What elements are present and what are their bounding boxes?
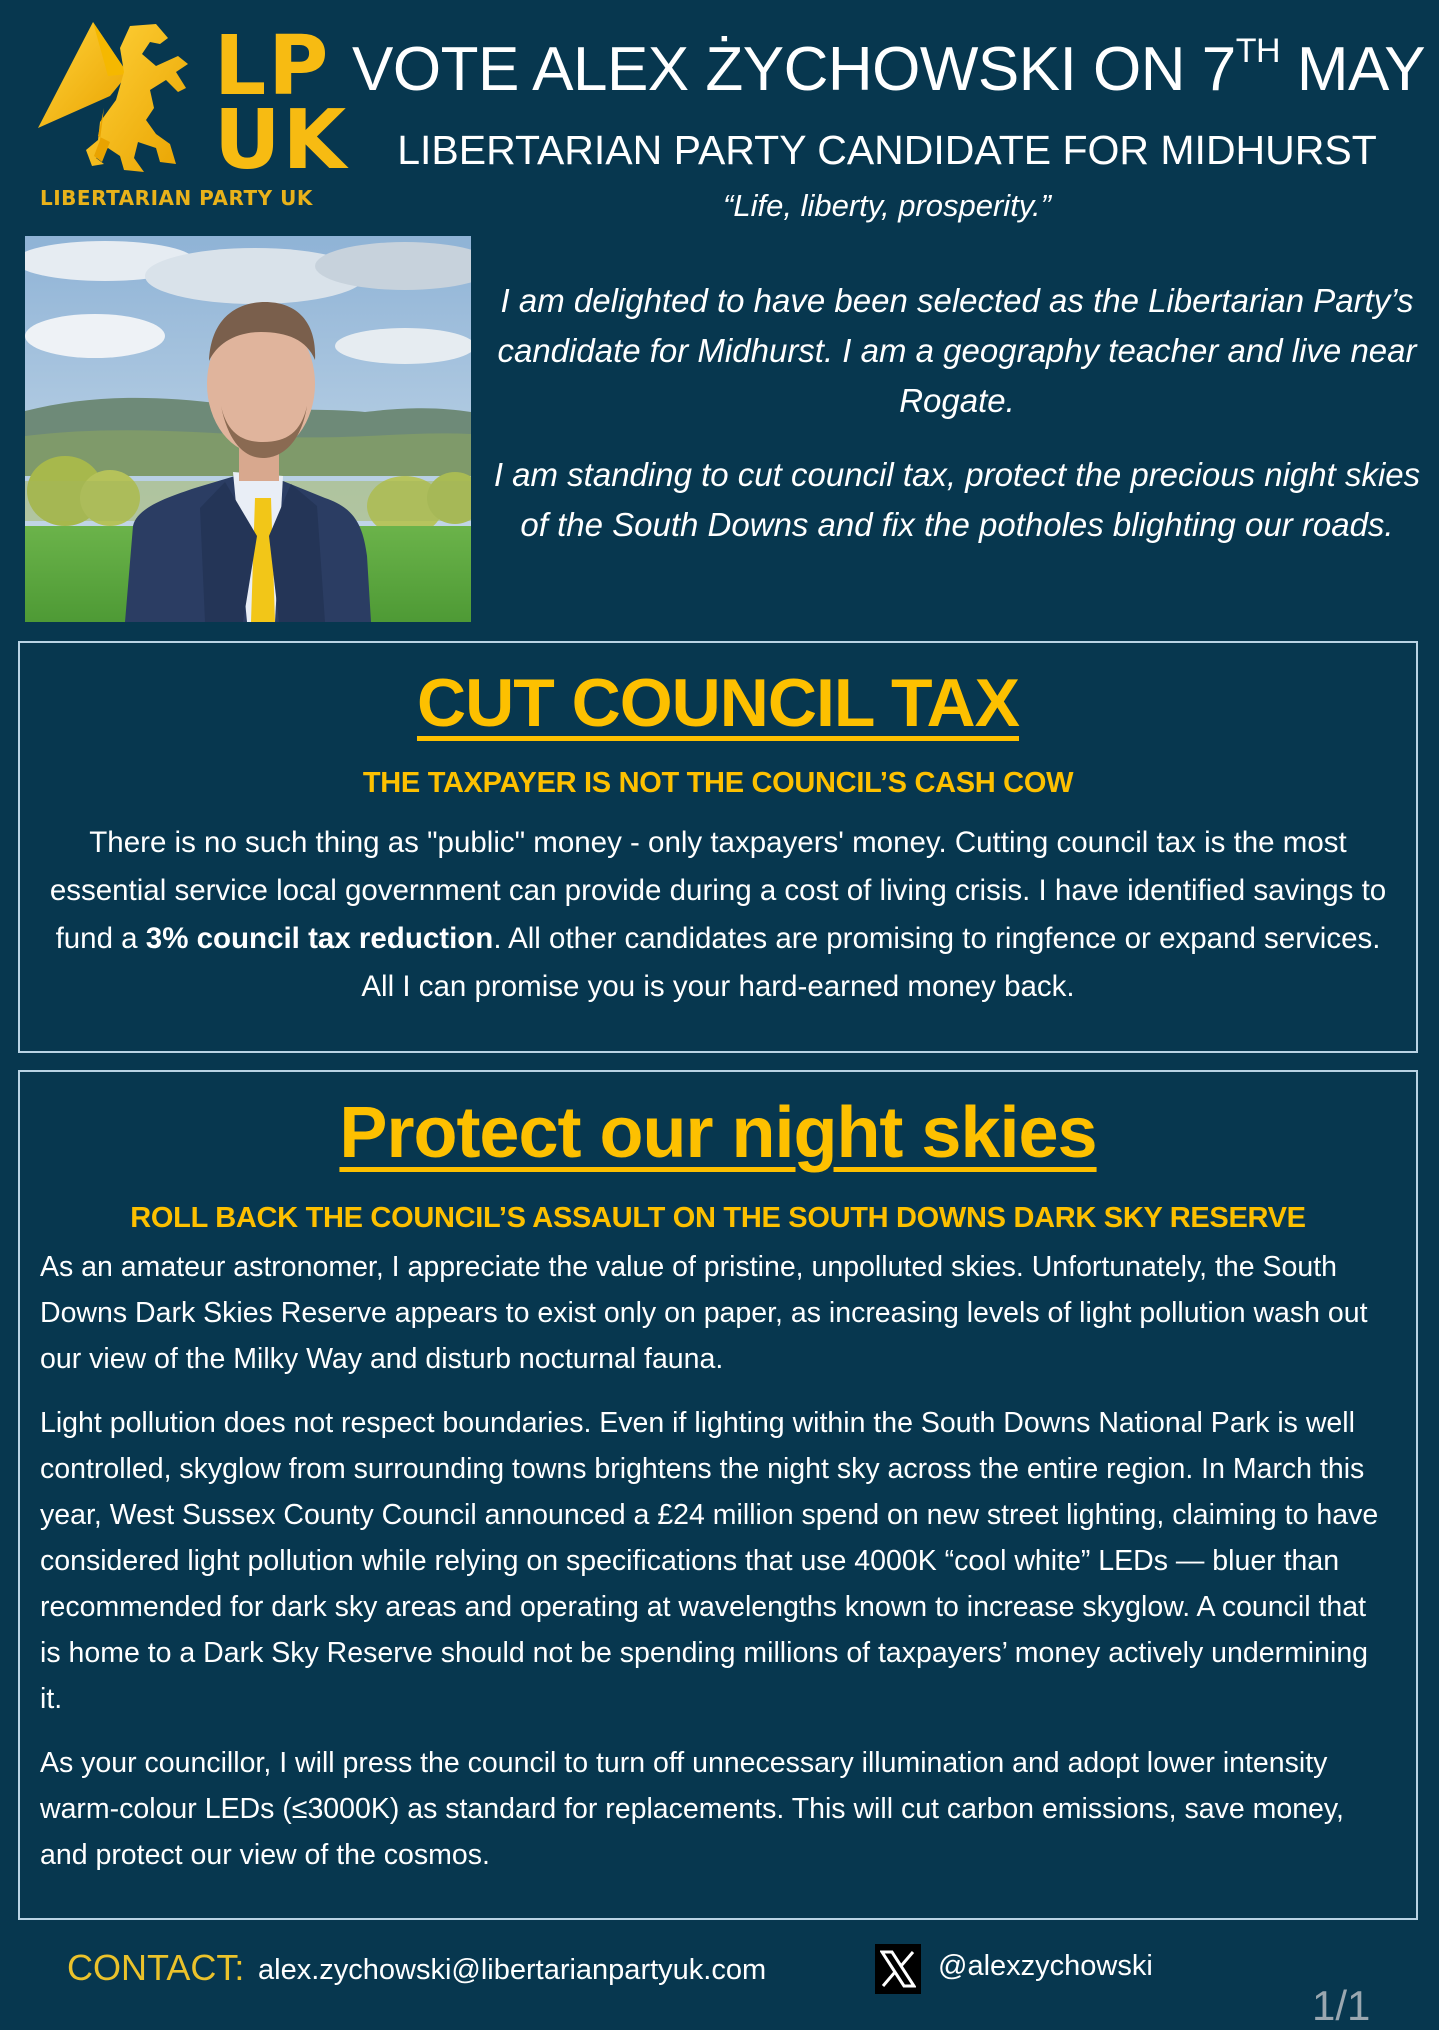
contact-email-link[interactable]: alex.zychowski@libertarianpartyuk.com — [258, 1954, 767, 1986]
page-subtitle: LIBERTARIAN PARTY CANDIDATE FOR MIDHURST — [397, 127, 1377, 173]
policy-paragraph: Light pollution does not respect boundaries. Even if lighting within the South Downs National Park is well controlled, skyglow from surrounding towns brightens the night sky across the entire region. In March this year, West Sussex County Council announced a £24 million spend on new street lighting, claiming to have considered light pollution while relying on specifications that use 4000K “cool white” LEDs — bluer than recommended for dark sky areas and operating at wavelengths known to increase skyglow. A council that is home to a Dark Sky Reserve should not be spending millions of taxpayers’ money actively undermining it. — [40, 1407, 1379, 1715]
griffin-icon — [38, 16, 213, 186]
logo-initials-uk: UK — [214, 93, 349, 188]
policy-paragraph: As your councillor, I will press the council to turn off unnecessary illumination and adopt lower intensity warm-colour LEDs (≤3000K) as standard for replacements. This will cut carbon emissions, save money, and protect our view of the cosmos. — [40, 1747, 1344, 1871]
candidate-portrait-image — [25, 236, 471, 622]
title-main: VOTE ALEX ŻYCHOWSKI ON 7 — [352, 35, 1236, 104]
policy-heading: Protect our night skies — [339, 1093, 1097, 1173]
policy-body — [40, 1244, 1394, 1878]
logo-party-name: LIBERTARIAN PARTY UK — [40, 186, 313, 210]
tagline: “Life, liberty, prosperity.” — [723, 188, 1051, 223]
title-superscript: TH — [1235, 32, 1281, 70]
intro-text — [492, 276, 1422, 574]
policy-subheading: THE TAXPAYER IS NOT THE COUNCIL’S CASH COW — [362, 767, 1074, 799]
title-end: MAY — [1280, 35, 1426, 104]
x-glyph-icon — [880, 1950, 916, 1988]
policy-box-night-skies — [18, 1070, 1418, 1920]
policy-heading: CUT COUNCIL TAX — [416, 665, 1019, 741]
policy-body-emphasis: 3% council tax reduction — [145, 922, 494, 955]
intro-paragraph: I am delighted to have been selected as the Libertarian Party’s candidate for Midhurst. I am a geography teacher and live near Rogate. — [497, 282, 1417, 419]
x-handle-link[interactable]: @alexzychowski — [938, 1950, 1153, 1982]
policy-subheading: ROLL BACK THE COUNCIL’S ASSAULT ON THE SOUTH DOWNS DARK SKY RESERVE — [130, 1202, 1306, 1234]
policy-body-text: . All other candidates are promising to ringfence or expand services. All I can promise you is your hard-earned money back. — [361, 922, 1381, 1003]
policy-box-council-tax — [18, 641, 1418, 1053]
x-twitter-icon[interactable] — [875, 1944, 921, 1994]
party-logo — [38, 16, 348, 216]
policy-body-text: There is no such thing as "public" money - only taxpayers' money. Cutting council tax is the most essential service local government can provide during a cost of living crisis. I have identified savings to fund a — [49, 826, 1387, 955]
candidate-photo — [25, 236, 471, 622]
contact-label: CONTACT: — [67, 1947, 245, 1988]
logo-initials-lp: LP — [214, 19, 331, 114]
page-indicator: 1/1 — [1312, 1982, 1371, 2029]
intro-paragraph: I am standing to cut council tax, protect the precious night skies of the South Downs and fix the potholes blighting our roads. — [493, 456, 1421, 543]
policy-paragraph: As an amateur astronomer, I appreciate the value of pristine, unpolluted skies. Unfortunately, the South Downs Dark Skies Reserve appears to exist only on paper, as increasing levels of light pollution wash out our view of the Milky Way and disturb nocturnal fauna. — [40, 1251, 1368, 1375]
policy-body — [42, 819, 1394, 1011]
page-title — [352, 32, 1426, 108]
